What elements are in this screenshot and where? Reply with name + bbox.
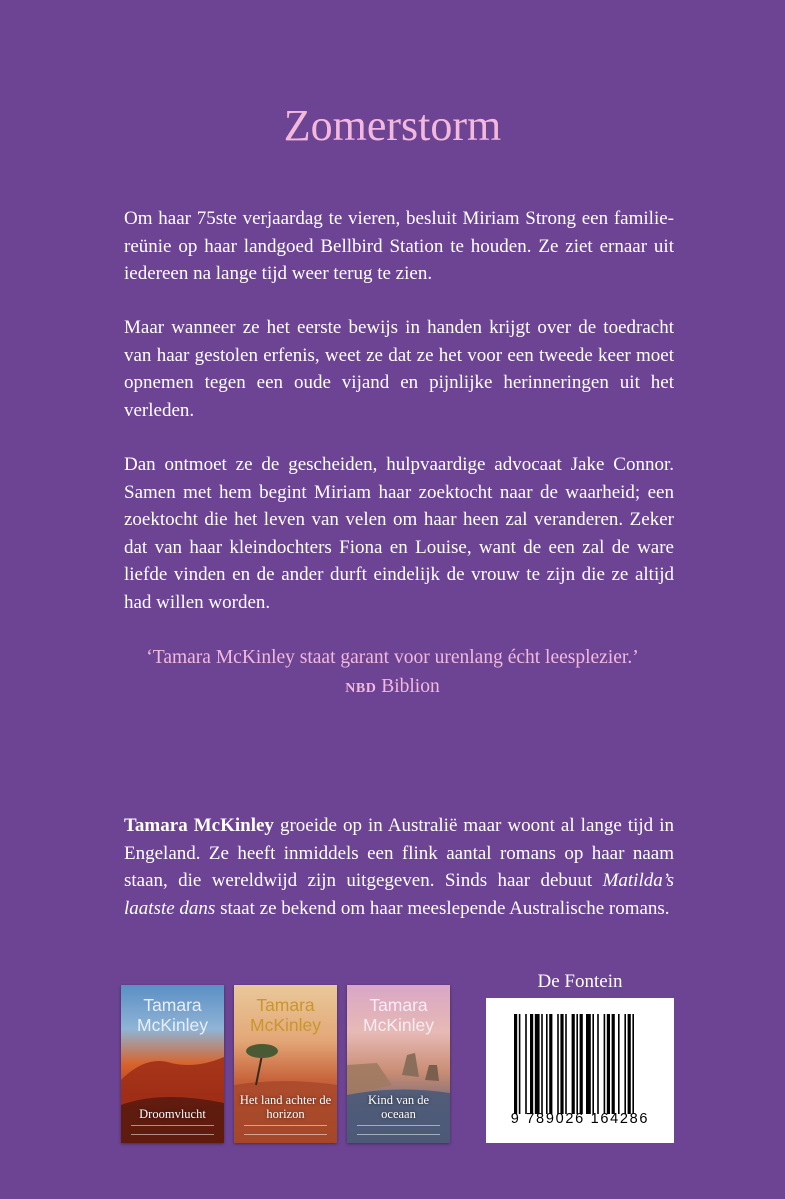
barcode-bar bbox=[628, 1014, 631, 1114]
debut-title: Matilda’s laatste dans bbox=[124, 870, 674, 919]
cover-tagline bbox=[244, 1125, 327, 1135]
book-cover-kind-van-de-oceaan bbox=[347, 985, 450, 1143]
barcode-bar bbox=[565, 1014, 567, 1114]
cover-author bbox=[121, 995, 224, 1035]
quote-source bbox=[0, 672, 785, 703]
cover-author-first: Tamara bbox=[256, 995, 315, 1015]
cover-title: Droomvlucht bbox=[139, 1107, 206, 1121]
publisher-name: De Fontein bbox=[537, 971, 623, 992]
barcode-bar bbox=[525, 1014, 527, 1114]
barcode-bar bbox=[576, 1014, 578, 1114]
barcode-bar bbox=[535, 1014, 540, 1114]
barcode-bar bbox=[546, 1014, 548, 1114]
author-bio-text-1: groeide op in Australië maar woont al lange tijd in Engeland. Ze heeft inmiddels een flink aantal romans op haar naam staan, die wereldwijd zijn uitgegeven. Sinds haar debuut bbox=[124, 815, 674, 891]
quote-source-prefix: NBD bbox=[345, 681, 377, 696]
cover-author-last: McKinley bbox=[250, 1015, 321, 1035]
barcode-bar bbox=[541, 1014, 543, 1114]
barcode-bar bbox=[514, 1014, 517, 1114]
cover-author bbox=[234, 995, 337, 1035]
barcode-bar bbox=[597, 1014, 599, 1114]
cover-author bbox=[347, 995, 450, 1035]
blurb-paragraph-2: Maar wanneer ze het eerste bewijs in handen krijgt over de toedracht van haar gestolen erfenis, weet ze dat ze het voor een tweede keer moet opnemen tegen een oude vijand en pijnlijke herinneringen uit het verleden. bbox=[124, 317, 674, 421]
author-name: Tamara McKinley bbox=[124, 815, 274, 836]
author-bio-text-2: staat ze bekend om haar meeslepende Australische romans. bbox=[215, 897, 670, 919]
book-title: Zomerstorm bbox=[283, 101, 502, 150]
review-quote bbox=[0, 643, 785, 703]
barcode-bar bbox=[632, 1014, 634, 1114]
cover-author-last: McKinley bbox=[137, 1015, 208, 1035]
barcode-bar bbox=[607, 1014, 610, 1114]
cover-title: Kind van de oceaan bbox=[367, 1093, 430, 1121]
barcode-bar bbox=[519, 1014, 521, 1114]
author-bio bbox=[124, 812, 674, 922]
blurb-paragraph-1: Om haar 75ste verjaardag te vieren, besluit Miriam Strong een familie-reünie op haar landgoed Bellbird Station te houden. Ze ziet ernaar uit iedereen na lange tijd weer terug te zien. bbox=[124, 208, 674, 284]
quote-source-name: Biblion bbox=[381, 676, 440, 697]
barcode-bar bbox=[549, 1014, 552, 1114]
barcode-bar bbox=[557, 1014, 559, 1114]
cover-author-last: McKinley bbox=[363, 1015, 434, 1035]
barcode-bar bbox=[604, 1014, 606, 1114]
barcode-bar bbox=[560, 1014, 563, 1114]
book-cover-het-land-achter-de-horizon bbox=[234, 985, 337, 1143]
cover-title: Het land achter de horizon bbox=[239, 1093, 332, 1121]
cover-author-first: Tamara bbox=[143, 995, 202, 1015]
cover-tagline bbox=[357, 1125, 440, 1135]
cover-tagline bbox=[131, 1125, 214, 1135]
barcode-bar bbox=[618, 1014, 620, 1114]
barcode-bar bbox=[586, 1014, 591, 1114]
isbn-number: 9 789026 164286 bbox=[510, 1111, 650, 1127]
barcode-bar bbox=[580, 1014, 583, 1114]
book-cover-droomvlucht bbox=[121, 985, 224, 1143]
barcode-bar bbox=[624, 1014, 626, 1114]
barcode-bar bbox=[592, 1014, 594, 1114]
cover-author-first: Tamara bbox=[369, 995, 428, 1015]
isbn-barcode bbox=[486, 998, 674, 1143]
barcode-bar bbox=[572, 1014, 575, 1114]
blurb-paragraph-3: Dan ontmoet ze de gescheiden, hulpvaardige advocaat Jake Connor. Samen met hem begint Miriam haar zoektocht naar de waarheid; een zoektocht die het leven van velen om haar heen zal veranderen. Zeker dat van haar kleindochters Fiona en Louise, want de een zal de ware liefde vinden en de ander durft eindelijk de vrouw te zijn die ze altijd had willen worden. bbox=[124, 454, 674, 613]
barcode-bar bbox=[530, 1014, 533, 1114]
quote-text: ‘Tamara McKinley staat garant voor urenlang écht leesplezier.’ bbox=[146, 647, 639, 668]
barcode-bar bbox=[612, 1014, 615, 1114]
